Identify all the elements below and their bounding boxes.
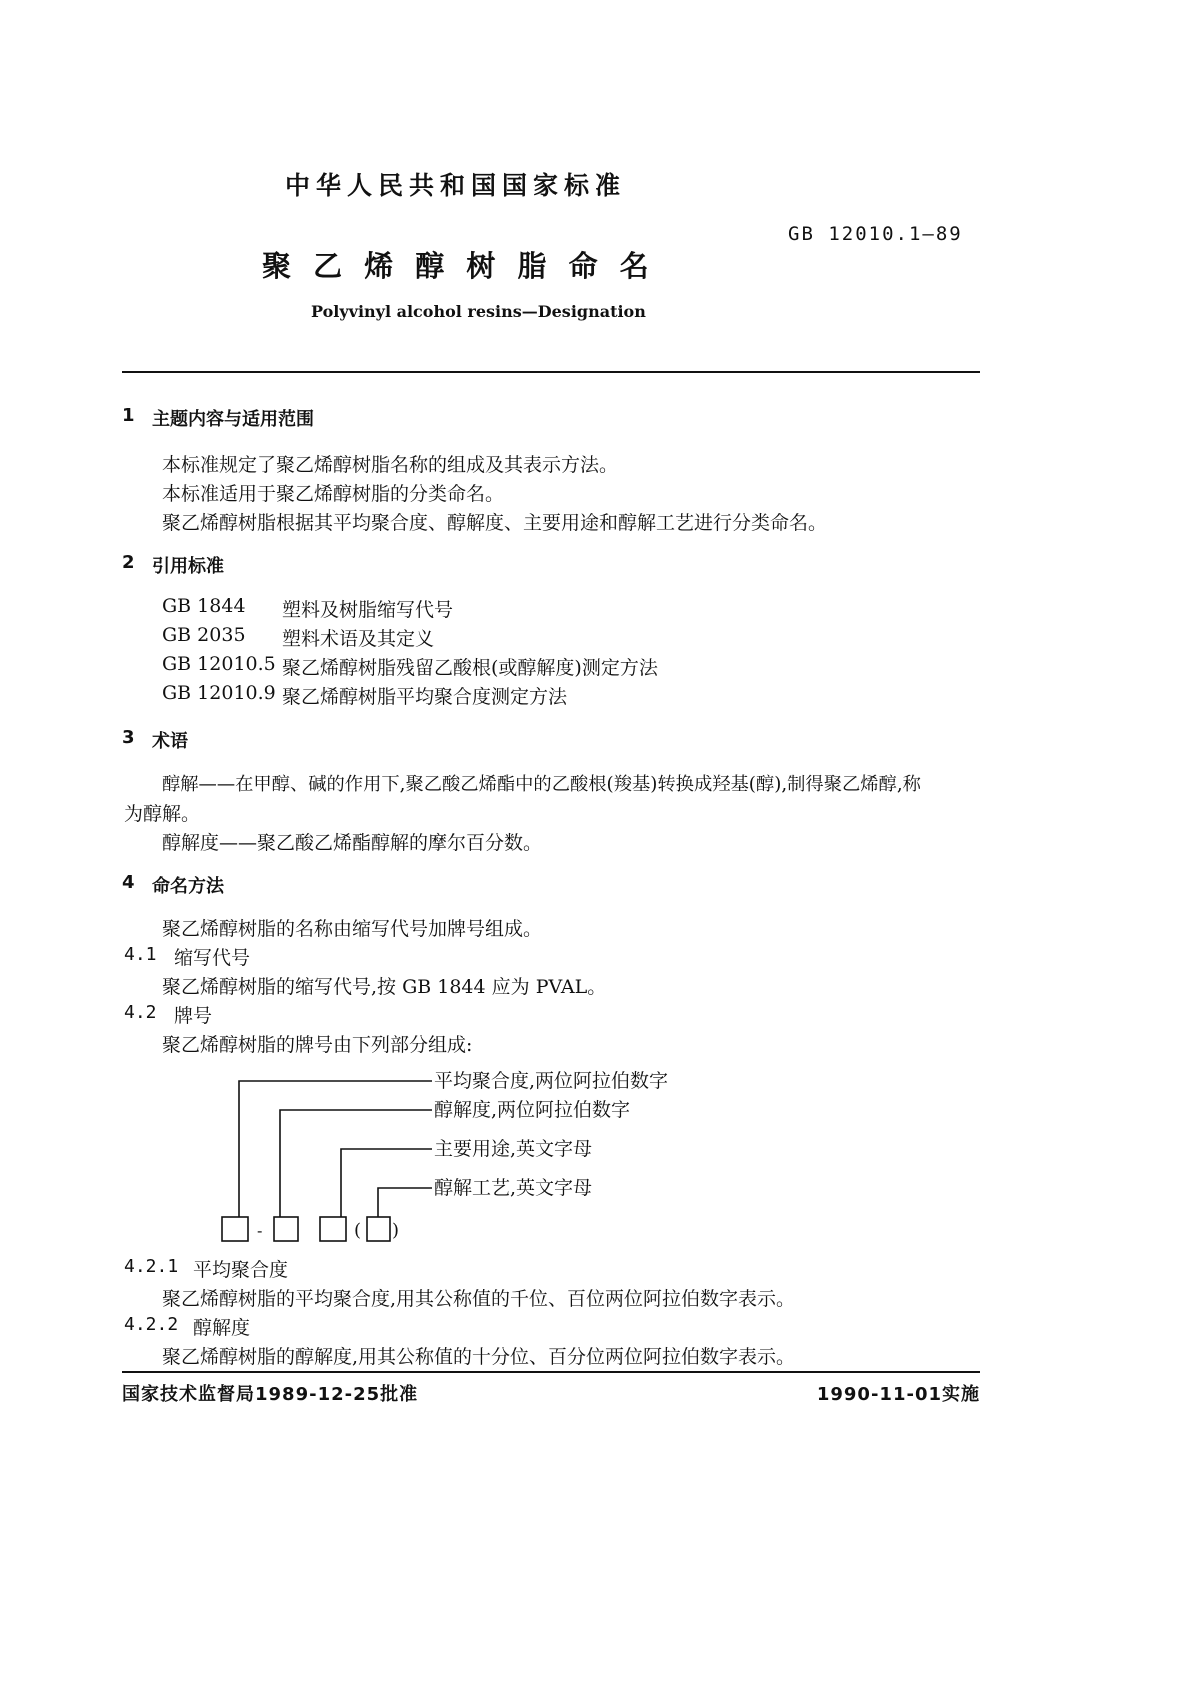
diagram-paren-open: ( [354,1220,362,1241]
national-standard-heading: 中华人民共和国国家标准 [285,171,627,200]
code-box-average-polymerization [222,1217,248,1241]
subsection-4-2-1-number: 4.2.1 [124,1256,179,1277]
subsection-4-1-heading: 缩写代号 [174,947,251,969]
subsection-4-2-heading: 牌号 [174,1005,213,1027]
section-2-heading: 引用标准 [152,556,224,577]
section-4-heading: 命名方法 [152,876,224,897]
code-box-alcoholysis-process [367,1217,390,1241]
reference-title: 聚乙烯醇树脂残留乙酸根(或醇解度)测定方法 [282,657,658,679]
diagram-label-main-use: 主要用途,英文字母 [434,1138,593,1160]
section-4-number: 4 [122,872,135,893]
standard-code: GB 12010.1—89 [788,223,963,245]
reference-title: 塑料术语及其定义 [282,628,435,650]
diagram-label-alcoholysis-degree: 醇解度,两位阿拉伯数字 [434,1099,631,1121]
code-box-main-use [320,1217,346,1241]
diagram-label-alcoholysis-process: 醇解工艺,英文字母 [434,1177,593,1199]
subsection-4-2-1-text: 聚乙烯醇树脂的平均聚合度,用其公称值的千位、百位两位阿拉伯数字表示。 [162,1288,796,1310]
approval-note: 国家技术监督局1989-12-25批准 [122,1384,419,1405]
term-definition-alcoholysis: 醇解——在甲醇、碱的作用下,聚乙酸乙烯酯中的乙酸根(羧基)转换成羟基(醇),制得聚乙烯醇,称 [162,774,921,795]
subsection-4-2-text: 聚乙烯醇树脂的牌号由下列部分组成: [162,1034,473,1056]
document-title: 聚 乙 烯 醇 树 脂 命 名 [262,249,655,283]
leader-line-main-use [341,1149,432,1217]
subsection-4-2-2-heading: 醇解度 [193,1317,251,1339]
section-4-intro: 聚乙烯醇树脂的名称由缩写代号加牌号组成。 [162,918,543,940]
reference-code: GB 12010.9 [162,682,276,704]
reference-title: 聚乙烯醇树脂平均聚合度测定方法 [282,686,568,708]
section-1-heading: 主题内容与适用范围 [152,409,314,430]
subsection-4-1-text: 聚乙烯醇树脂的缩写代号,按 GB 1844 应为 PVAL。 [162,976,607,998]
section-1-paragraph-1: 本标准规定了聚乙烯醇树脂名称的组成及其表示方法。 [162,454,619,476]
diagram-dash: - [257,1221,263,1240]
subsection-4-2-2-text: 聚乙烯醇树脂的醇解度,用其公称值的十分位、百分位两位阿拉伯数字表示。 [162,1346,796,1368]
footer-divider [122,1371,980,1373]
reference-code: GB 12010.5 [162,653,276,675]
effective-date: 1990-11-01实施 [816,1384,980,1405]
section-2-number: 2 [122,552,135,573]
term-definition-alcoholysis-degree: 醇解度——聚乙酸乙烯酯醇解的摩尔百分数。 [162,832,543,854]
section-1-paragraph-3: 聚乙烯醇树脂根据其平均聚合度、醇解度、主要用途和醇解工艺进行分类命名。 [162,512,828,534]
reference-title: 塑料及树脂缩写代号 [282,599,454,621]
leader-line-alcoholysis-degree [280,1110,432,1217]
diagram-paren-close: ) [392,1220,400,1241]
code-box-alcoholysis-degree [274,1217,298,1241]
reference-code: GB 1844 [162,595,246,617]
reference-code: GB 2035 [162,624,246,646]
subsection-4-1-number: 4.1 [124,944,157,965]
subsection-4-2-number: 4.2 [124,1002,157,1023]
section-3-number: 3 [122,727,135,748]
subsection-4-2-2-number: 4.2.2 [124,1314,179,1335]
term-definition-alcoholysis-continued: 为醇解。 [124,803,201,825]
subsection-4-2-1-heading: 平均聚合度 [193,1259,289,1281]
section-3-heading: 术语 [152,731,188,752]
diagram-label-average-polymerization: 平均聚合度,两位阿拉伯数字 [434,1070,669,1092]
section-1-number: 1 [122,405,135,426]
leader-line-alcoholysis-process [378,1188,432,1217]
section-1-paragraph-2: 本标准适用于聚乙烯醇树脂的分类命名。 [162,483,505,505]
document-subtitle: Polyvinyl alcohol resins—Designation [311,302,646,321]
